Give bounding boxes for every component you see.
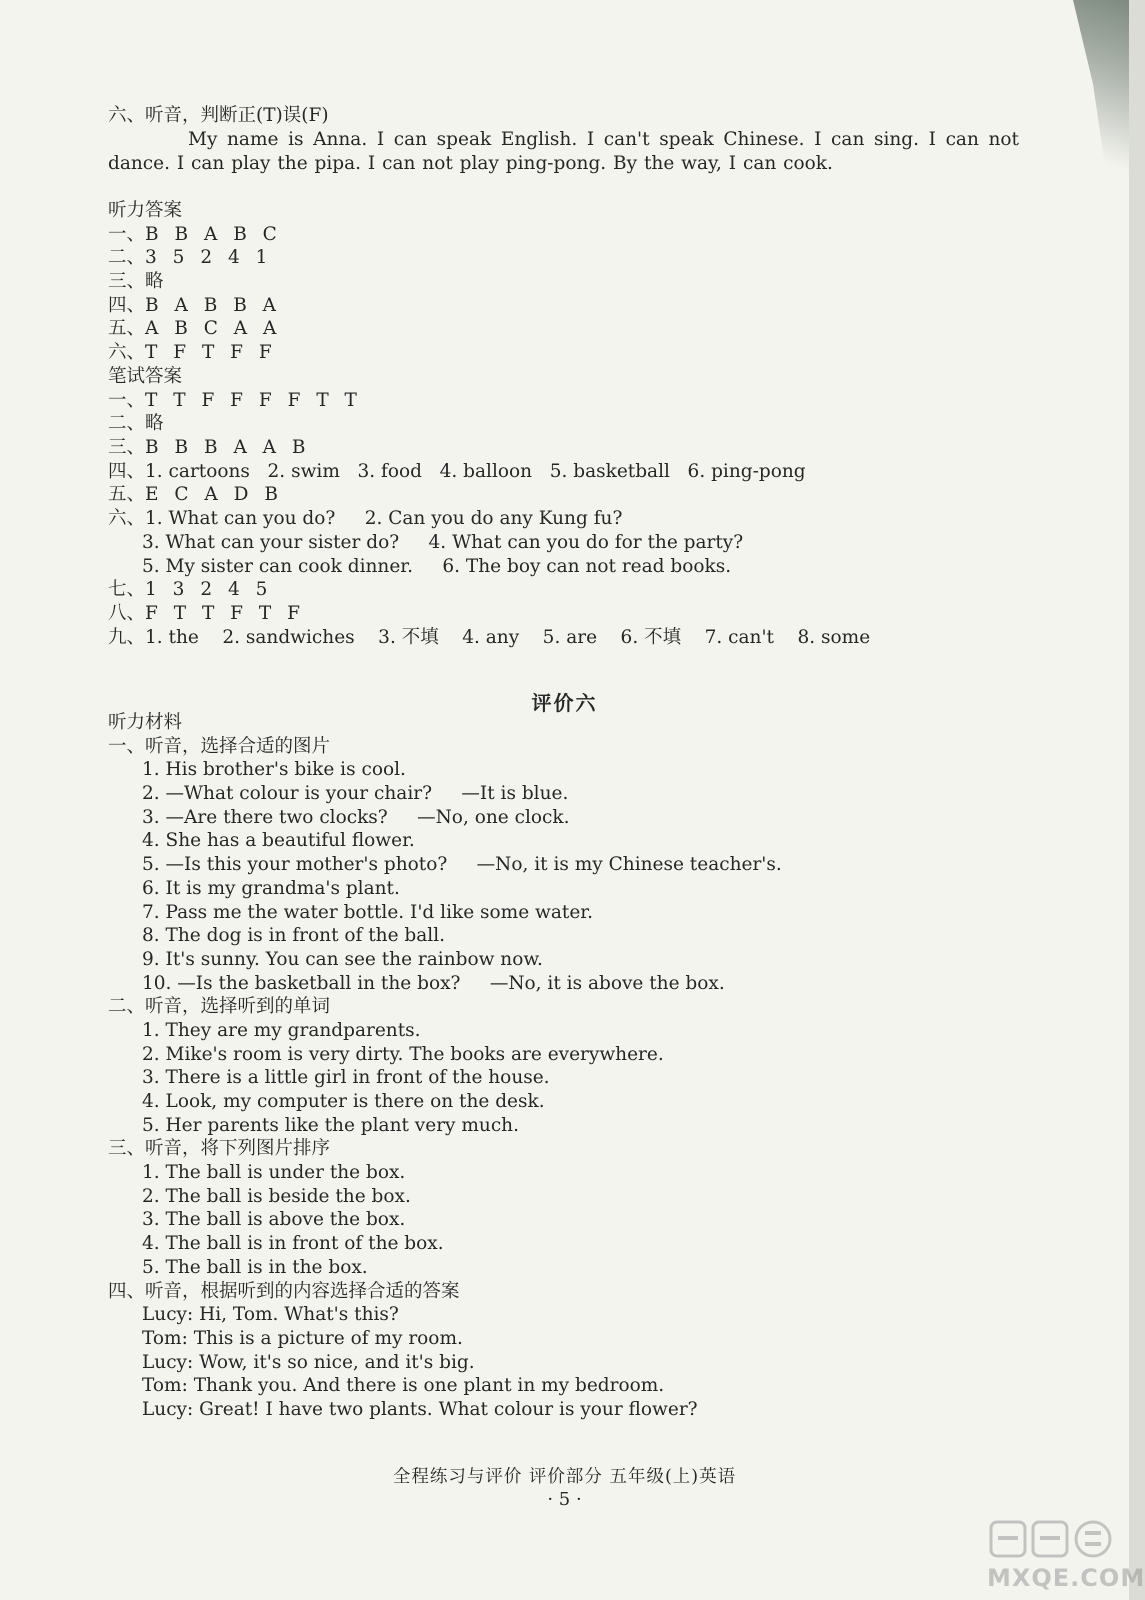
- page-number: · 5 ·: [547, 1489, 582, 1510]
- watermark-logo: [985, 1516, 1145, 1592]
- material-section-2: [108, 995, 1019, 1137]
- material-line: 4. She has a beautiful flower.: [142, 830, 415, 852]
- listening-material: [108, 711, 1019, 1422]
- material-line: 9. It's sunny. You can see the rainbow now.: [142, 948, 543, 970]
- listening-answers-list: [108, 223, 1019, 365]
- section-title: 四、听音，根据听到的内容选择合适的答案: [108, 1280, 460, 1302]
- part6-title: 六、听音，判断正(T)误(F): [108, 105, 329, 126]
- material-line: 3. —Are there two clocks? —No, one clock.: [142, 806, 570, 828]
- material-line: 8. The dog is in front of the ball.: [142, 925, 446, 947]
- answer-line: 九、 1. the 2. sandwiches 3. 不填 4. any 5. are 6. 不填 7. can't 8. some: [108, 626, 871, 648]
- material-line: 5. Her parents like the plant very much.: [142, 1114, 519, 1136]
- answer-line: 二、 3 5 2 4 1: [108, 247, 273, 269]
- material-line: 3. The ball is above the box.: [142, 1209, 406, 1231]
- dialogue-line: Lucy: Hi, Tom. What's this?: [142, 1304, 399, 1326]
- material-line: 2. The ball is beside the box.: [142, 1185, 411, 1207]
- material-line: 7. Pass me the water bottle. I'd like some water.: [142, 901, 593, 923]
- answer-line: 一、 T T F F F F T T: [108, 389, 362, 411]
- material-line: 1. His brother's bike is cool.: [142, 759, 406, 781]
- written-answers-heading: 笔试答案: [108, 366, 183, 387]
- material-line: 2. Mike's room is very dirty. The books are everywhere.: [142, 1043, 664, 1065]
- answer-line: 一、 B B A B C: [108, 223, 282, 245]
- material-line: 5. —Is this your mother's photo? —No, it is my Chinese teacher's.: [142, 854, 782, 876]
- evaluation-title: 评价六: [531, 691, 598, 715]
- listening-answers-heading: 听力答案: [108, 200, 183, 221]
- material-line: 1. The ball is under the box.: [142, 1162, 406, 1184]
- answer-line: 二、 略: [108, 413, 164, 435]
- scan-corner-shadow: [1049, 0, 1129, 210]
- material-line: 4. The ball is in front of the box.: [142, 1233, 444, 1255]
- answer-line: 四、 1. cartoons 2. swim 3. food 4. balloon 5. basketball 6. ping-pong: [108, 460, 806, 482]
- section-title: 三、听音，将下列图片排序: [108, 1138, 331, 1160]
- material-line: 6. It is my grandma's plant.: [142, 877, 400, 899]
- answer-line: 六、 T F T F F: [108, 342, 277, 364]
- answer-line: 四、 B A B B A: [108, 294, 282, 316]
- answer-line: 三、 B B B A A B: [108, 437, 311, 459]
- part6-passage: My name is Anna. I can speak English. I can't speak Chinese. I can sing. I can not dance. I can play the pipa. I can not play ping-pong. By the way, I can cook.: [108, 128, 1019, 174]
- part6-block: [108, 104, 1019, 176]
- dialogue-line: Lucy: Wow, it's so nice, and it's big.: [142, 1351, 475, 1373]
- answer-line: 六、 1. What can you do? 2. Can you do any Kung fu?: [108, 508, 623, 530]
- watermark-logo-icon: [985, 1516, 1117, 1570]
- footer-book-title: 全程练习与评价 评价部分 五年级(上)英语: [392, 1467, 737, 1487]
- dialogue-line: Tom: This is a picture of my room.: [142, 1327, 463, 1349]
- answer-line: 五、 E C A D B: [108, 484, 283, 506]
- section-title: 一、听音，选择合适的图片: [108, 735, 331, 757]
- material-line: 5. The ball is in the box.: [142, 1256, 368, 1278]
- answer-line: 5. My sister can cook dinner. 6. The boy can not read books.: [142, 555, 732, 577]
- material-section-1: [108, 735, 1019, 996]
- answer-line: 3. What can your sister do? 4. What can you do for the party?: [142, 531, 744, 553]
- material-section-4: [108, 1280, 1019, 1422]
- answer-line: 三、 略: [108, 271, 164, 293]
- material-line: 10. —Is the basketball in the box? —No, it is above the box.: [142, 972, 725, 994]
- written-answers-list: [108, 389, 1019, 650]
- answer-line: 八、 F T T F T F: [108, 602, 305, 624]
- answer-line: 七、 1 3 2 4 5: [108, 579, 273, 601]
- dialogue-line: Lucy: Great! I have two plants. What colour is your flower?: [142, 1398, 698, 1420]
- watermark-text: MXQE.COM: [987, 1564, 1145, 1592]
- dialogue-line: Tom: Thank you. And there is one plant in my bedroom.: [142, 1375, 665, 1397]
- written-answers: [108, 365, 1019, 649]
- material-line: 2. —What colour is your chair? —It is blue.: [142, 783, 569, 805]
- answer-line: 五、 A B C A A: [108, 318, 282, 340]
- material-section-3: [108, 1137, 1019, 1279]
- material-line: 3. There is a little girl in front of the house.: [142, 1067, 550, 1089]
- listening-answers: [108, 199, 1019, 365]
- material-line: 1. They are my grandparents.: [142, 1019, 421, 1041]
- listening-material-heading: 听力材料: [108, 712, 183, 733]
- material-line: 4. Look, my computer is there on the desk.: [142, 1091, 545, 1112]
- section-title: 二、听音，选择听到的单词: [108, 996, 331, 1018]
